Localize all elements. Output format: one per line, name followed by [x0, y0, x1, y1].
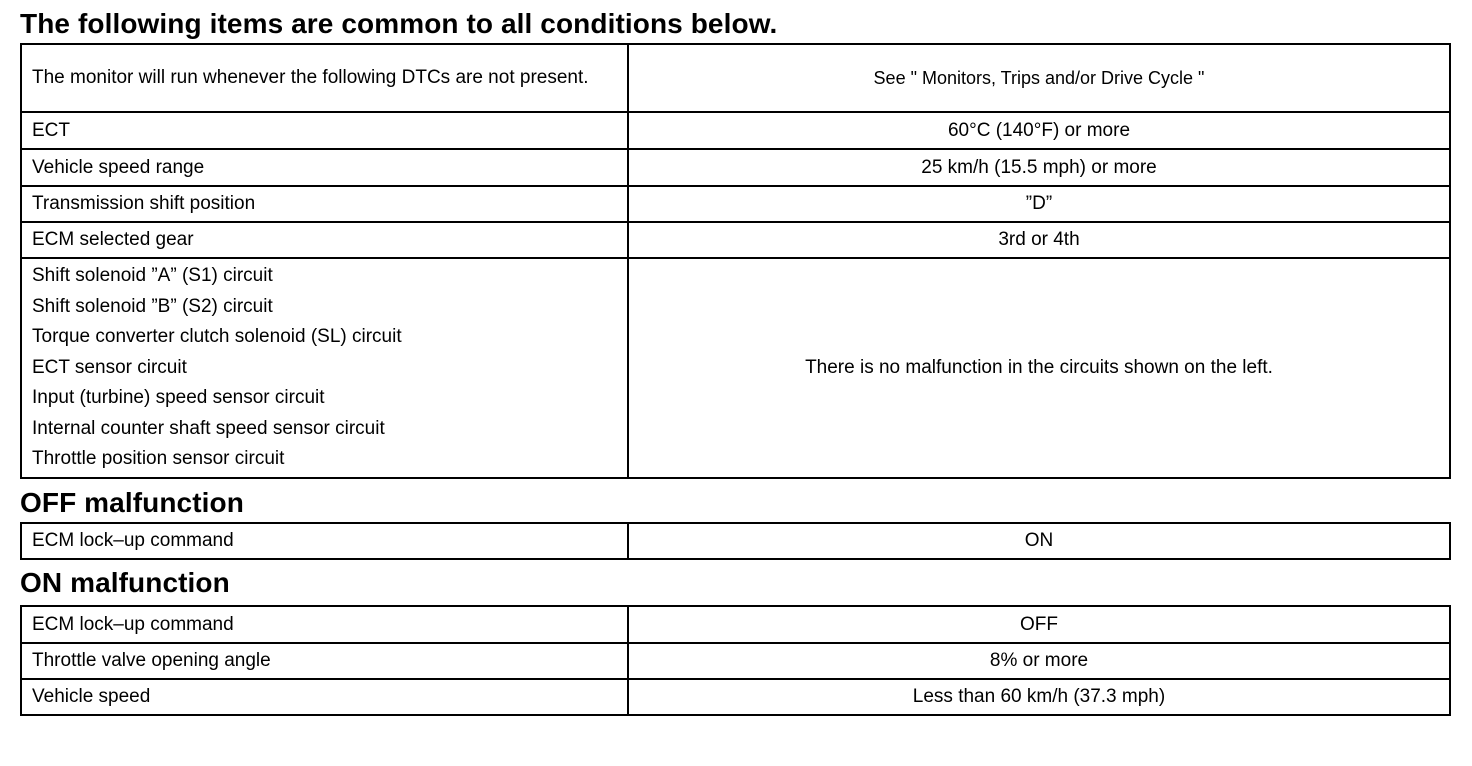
on-malfunction-table: [20, 605, 1451, 716]
common-conditions-heading: The following items are common to all conditions below.: [20, 8, 778, 39]
condition-item: ECM lock–up command: [21, 523, 628, 559]
document-page: [20, 0, 1451, 716]
condition-value: ”D”: [628, 186, 1450, 222]
condition-value: 8% or more: [628, 643, 1450, 679]
table-row: [21, 186, 1450, 222]
circuit-item: Shift solenoid ”A” (S1) circuit: [32, 265, 273, 287]
circuit-list: [21, 258, 628, 478]
condition-item: ECM selected gear: [21, 222, 628, 258]
condition-value: There is no malfunction in the circuits shown on the left.: [628, 258, 1450, 478]
condition-value: 3rd or 4th: [628, 222, 1450, 258]
table-row: [21, 643, 1450, 679]
table-row: [21, 606, 1450, 643]
table-row: [21, 149, 1450, 186]
condition-item: Throttle valve opening angle: [21, 643, 628, 679]
condition-value: ON: [628, 523, 1450, 559]
off-malfunction-heading: OFF malfunction: [20, 487, 244, 518]
circuit-item: Internal counter shaft speed sensor circuit: [32, 417, 385, 439]
table-row: [21, 679, 1450, 715]
circuit-item: Input (turbine) speed sensor circuit: [32, 387, 325, 409]
condition-value: 25 km/h (15.5 mph) or more: [628, 149, 1450, 186]
condition-item: Vehicle speed: [21, 679, 628, 715]
circuit-item: Shift solenoid ”B” (S2) circuit: [32, 295, 273, 317]
table-row: [21, 258, 1450, 478]
condition-item: The monitor will run whenever the following DTCs are not present.: [21, 44, 628, 112]
condition-value: Less than 60 km/h (37.3 mph): [628, 679, 1450, 715]
table-row: [21, 523, 1450, 559]
circuit-item: ECT sensor circuit: [32, 356, 187, 378]
condition-item: ECM lock–up command: [21, 606, 628, 643]
condition-item: ECT: [21, 112, 628, 149]
table-row: [21, 44, 1450, 112]
condition-item: Transmission shift position: [21, 186, 628, 222]
off-malfunction-table: [20, 522, 1451, 560]
table-row: [21, 222, 1450, 258]
condition-value: 60°C (140°F) or more: [628, 112, 1450, 149]
on-malfunction-heading: ON malfunction: [20, 567, 230, 598]
condition-value: See " Monitors, Trips and/or Drive Cycle ": [628, 44, 1450, 112]
condition-item: Vehicle speed range: [21, 149, 628, 186]
table-row: [21, 112, 1450, 149]
circuit-item: Torque converter clutch solenoid (SL) circuit: [32, 326, 402, 348]
circuit-item: Throttle position sensor circuit: [32, 448, 285, 470]
common-conditions-table: [20, 43, 1451, 479]
condition-value: OFF: [628, 606, 1450, 643]
